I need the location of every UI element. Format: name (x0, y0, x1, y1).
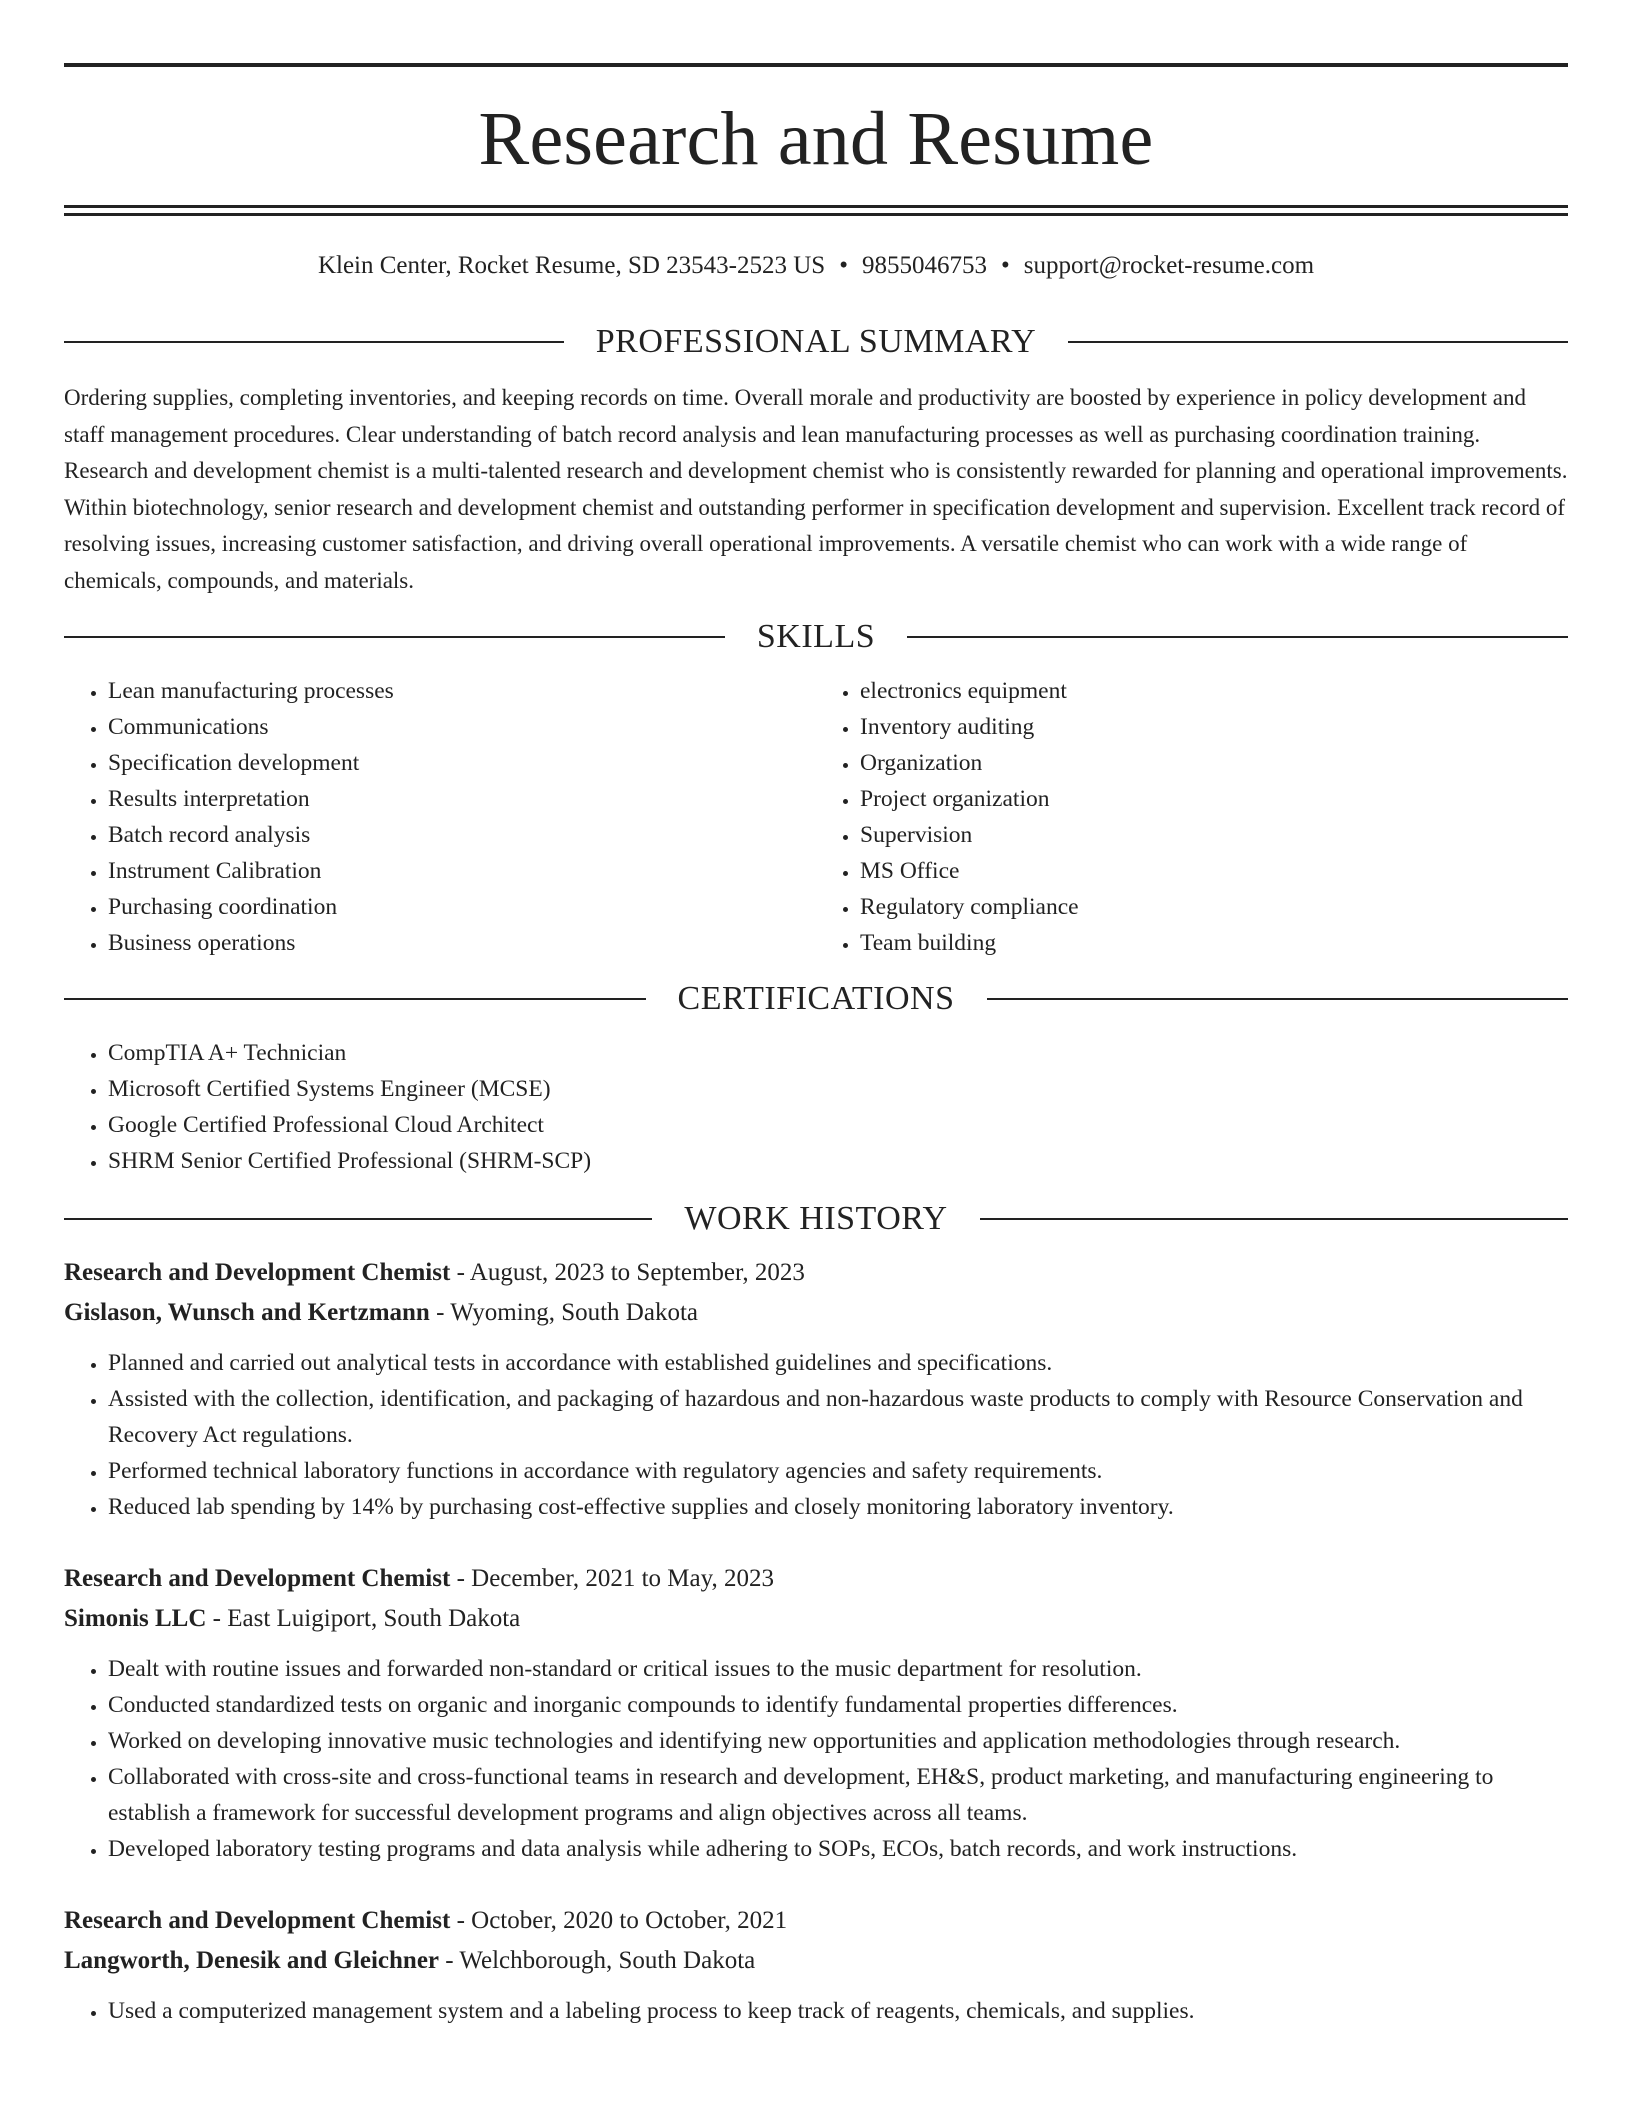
skill-item: • MS Office (860, 853, 1568, 889)
certification-item: • Google Certified Professional Cloud Architect (108, 1107, 1568, 1143)
skill-item: • Supervision (860, 817, 1568, 853)
section-rule-right (1068, 341, 1568, 343)
section-header-work (64, 1191, 1568, 1247)
skills-columns (64, 673, 1568, 961)
certification-item: • CompTIA A+ Technician (108, 1035, 1568, 1071)
section-rule-left (64, 1218, 652, 1220)
job-title-line (64, 1559, 1568, 1599)
job-company: Gislason, Wunsch and Kertzmann (64, 1299, 430, 1326)
job-spacer (64, 1867, 1568, 1897)
section-rule-left (64, 636, 725, 638)
job-bullet: • Worked on developing innovative music technologies and identifying new opportunities and application methodologies through research. (108, 1723, 1568, 1759)
header-double-rule (64, 205, 1568, 216)
skill-item: • Project organization (860, 781, 1568, 817)
skill-item: • Organization (860, 745, 1568, 781)
skill-item: • Communications (108, 709, 816, 745)
section-title: SKILLS (756, 618, 876, 655)
section-rule-right (980, 1218, 1568, 1220)
job-title-line (64, 1901, 1568, 1941)
section-rule-right (907, 636, 1568, 638)
job-bullet: • Developed laboratory testing programs and data analysis while adhering to SOPs, ECOs, batch records, and work instructions. (108, 1831, 1568, 1867)
section-title: PROFESSIONAL SUMMARY (595, 323, 1037, 360)
section-rule-left (64, 998, 646, 1000)
section-header-summary (64, 314, 1568, 370)
job-dates: - December, 2021 to May, 2023 (450, 1565, 774, 1592)
contact-address: Klein Center, Rocket Resume, SD 23543-2523 US (317, 252, 826, 279)
contact-phone: 9855046753 (861, 252, 987, 279)
skills-list-right (816, 673, 1568, 961)
job-bullets (64, 1345, 1568, 1525)
job-company: Langworth, Denesik and Gleichner (64, 1947, 440, 1974)
skill-item: • Team building (860, 925, 1568, 961)
job-bullets (64, 1651, 1568, 1867)
job-title: Research and Development Chemist (64, 1259, 451, 1286)
skill-item: • Instrument Calibration (108, 853, 816, 889)
job-bullet: • Used a computerized management system and a labeling process to keep track of reagents, chemicals, and supplies. (108, 1993, 1568, 2029)
job-bullet: • Dealt with routine issues and forwarded non-standard or critical issues to the music department for resolution. (108, 1651, 1568, 1687)
job-title-line (64, 1253, 1568, 1293)
contact-email: support@rocket-resume.com (1023, 252, 1315, 279)
section-rule-left (64, 341, 564, 343)
skill-item: • Inventory auditing (860, 709, 1568, 745)
skill-item: • Results interpretation (108, 781, 816, 817)
job-bullet: • Performed technical laboratory functions in accordance with regulatory agencies and safety requirements. (108, 1453, 1568, 1489)
skill-item: • Business operations (108, 925, 816, 961)
job-bullet: • Conducted standardized tests on organic and inorganic compounds to identify fundamental properties differences. (108, 1687, 1568, 1723)
header-top-rule (64, 63, 1568, 67)
work-history-list (64, 1253, 1568, 2029)
skill-item: • Regulatory compliance (860, 889, 1568, 925)
summary-text: Ordering supplies, completing inventories, and keeping records on time. Overall morale and productivity are boosted by experience in policy development and staff management procedures. Clear understanding of batch record analysis and lean manufacturing processes as well as purchasing coordination training. Research and development chemist is a multi-talented research and development chemist who is consistently rewarded for planning and operational improvements. Within biotechnology, senior research and development chemist and outstanding performer in specification development and supervision. Excellent track record of resolving issues, increasing customer satisfaction, and driving overall operational improvements. A versatile chemist who can work with a wide range of chemicals, compounds, and materials. (64, 385, 1568, 593)
section-rule-right (987, 998, 1569, 1000)
certification-item: • Microsoft Certified Systems Engineer (MCSE) (108, 1071, 1568, 1107)
job-company-line (64, 1293, 1568, 1333)
section-header-skills (64, 609, 1568, 665)
skill-item: • Specification development (108, 745, 816, 781)
certification-item: • SHRM Senior Certified Professional (SHRM-SCP) (108, 1143, 1568, 1179)
job-bullet: • Reduced lab spending by 14% by purchasing cost-effective supplies and closely monitoring laboratory inventory. (108, 1489, 1568, 1525)
job-location: - Wyoming, South Dakota (429, 1299, 698, 1326)
job-entry (64, 1253, 1568, 1525)
job-location: - Welchborough, South Dakota (439, 1947, 756, 1974)
job-company: Simonis LLC (64, 1605, 207, 1632)
job-entry (64, 1559, 1568, 1867)
section-header-certifications (64, 971, 1568, 1027)
job-entry (64, 1901, 1568, 2029)
contact-separator: • (1000, 252, 1010, 279)
job-title: Research and Development Chemist (64, 1565, 451, 1592)
job-dates: - October, 2020 to October, 2021 (450, 1907, 788, 1934)
job-bullet: • Assisted with the collection, identification, and packaging of hazardous and non-hazardous waste products to comply with Resource Conservation and Recovery Act regulations. (108, 1381, 1568, 1453)
job-dates: - August, 2023 to September, 2023 (450, 1259, 805, 1286)
skill-item: • Batch record analysis (108, 817, 816, 853)
resume-name: Research and Resume (478, 97, 1154, 181)
job-company-line (64, 1599, 1568, 1639)
job-company-line (64, 1941, 1568, 1981)
skills-list-left (64, 673, 816, 961)
contact-line (64, 246, 1568, 286)
section-title: WORK HISTORY (684, 1200, 948, 1237)
contact-separator: • (839, 252, 848, 279)
skill-item: • electronics equipment (860, 673, 1568, 709)
job-title: Research and Development Chemist (64, 1907, 451, 1934)
resume-page (64, 0, 1568, 2029)
job-location: - East Luigiport, South Dakota (206, 1605, 521, 1632)
skill-item: • Lean manufacturing processes (108, 673, 816, 709)
job-bullets (64, 1993, 1568, 2029)
job-bullet: • Collaborated with cross-site and cross-functional teams in research and development, EH&S, product marketing, and manufacturing engineering to establish a framework for successful development programs and align objectives across all teams. (108, 1759, 1568, 1831)
certifications-list (64, 1035, 1568, 1179)
skill-item: • Purchasing coordination (108, 889, 816, 925)
job-spacer (64, 1525, 1568, 1555)
job-bullet: • Planned and carried out analytical tests in accordance with established guidelines and specifications. (108, 1345, 1568, 1381)
section-title: CERTIFICATIONS (677, 980, 955, 1017)
